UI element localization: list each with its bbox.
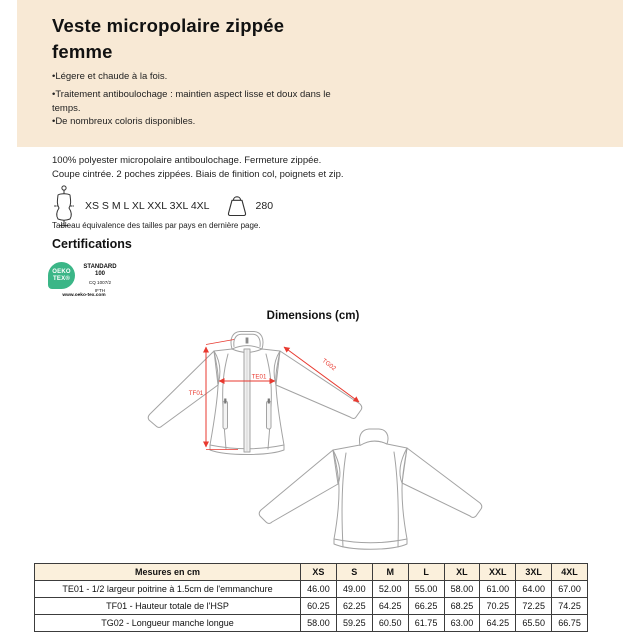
oeko-standard-line2: 100 — [94, 270, 105, 277]
oeko-standard-block — [79, 264, 121, 293]
jacket-back-view — [259, 429, 482, 549]
oeko-brand-line1: OEKO — [52, 269, 71, 275]
jacket-dimensions-diagram — [130, 328, 500, 558]
oeko-cert-number: CQ 1007/2 — [88, 279, 112, 285]
table-cell: 68.25 — [444, 598, 480, 615]
table-header-measure: Mesures en cm — [35, 564, 301, 581]
fabric-weight-value: 280 — [255, 200, 274, 212]
table-header-3xl: 3XL — [516, 564, 552, 581]
jacket-front-view — [148, 332, 362, 455]
oeko-url-text: www.oeko-tex.com — [62, 293, 106, 298]
feature-bullet: •Légere et chaude à la fois. — [52, 71, 168, 82]
table-cell: 64.00 — [516, 581, 552, 598]
hero-header — [17, 0, 623, 147]
table-header-s: S — [336, 564, 372, 581]
table-header-xxl: XXL — [480, 564, 516, 581]
table-cell: 59.25 — [336, 615, 372, 632]
table-row-tg02 — [35, 615, 588, 632]
table-cell: 49.00 — [336, 581, 372, 598]
table-row-tf01 — [35, 598, 588, 615]
row-label: TE01 - 1/2 largeur poitrine à 1.5cm de l'emmanchure — [35, 581, 301, 598]
table-cell: 55.00 — [408, 581, 444, 598]
table-cell: 74.25 — [552, 598, 588, 615]
table-cell: 61.75 — [408, 615, 444, 632]
page-title — [52, 13, 284, 65]
available-sizes-text: XS S M L XL XXL 3XL 4XL — [85, 200, 210, 212]
composition-line2: Coupe cintrée. 2 poches zippées. Biais de finition col, poignets et zip. — [52, 168, 344, 180]
table-cell: 60.25 — [301, 598, 337, 615]
page-title-line1: Veste micropolaire zippée — [52, 15, 285, 36]
composition-line1: 100% polyester micropolaire antiboulochage. Fermeture zippée. — [52, 155, 322, 166]
table-cell: 62.25 — [336, 598, 372, 615]
table-cell: 65.50 — [516, 615, 552, 632]
table-cell: 67.00 — [552, 581, 588, 598]
table-cell: 52.00 — [372, 581, 408, 598]
certifications-heading: Certifications — [52, 237, 132, 251]
oeko-institute: IFTH — [94, 287, 106, 293]
table-cell: 64.25 — [372, 598, 408, 615]
te01-label: TE01 — [251, 373, 267, 381]
table-header-row — [35, 564, 588, 581]
table-cell: 72.25 — [516, 598, 552, 615]
tg02-label: TG02 — [320, 357, 338, 373]
table-cell: 46.00 — [301, 581, 337, 598]
table-cell: 66.25 — [408, 598, 444, 615]
table-header-xs: XS — [301, 564, 337, 581]
table-cell: 63.00 — [444, 615, 480, 632]
table-cell: 64.25 — [480, 615, 516, 632]
row-label: TF01 - Hauteur totale de l'HSP — [35, 598, 301, 615]
page-title-line2: femme — [52, 41, 113, 62]
table-cell: 66.75 — [552, 615, 588, 632]
table-cell: 61.00 — [480, 581, 516, 598]
oeko-brand-line2: TEX® — [53, 275, 70, 282]
table-header-4xl: 4XL — [552, 564, 588, 581]
table-row-te01 — [35, 581, 588, 598]
size-equivalence-note: Tableau équivalence des tailles par pays en dernière page. — [52, 221, 261, 230]
dimensions-heading: Dimensions (cm) — [266, 310, 360, 322]
table-header-xl: XL — [444, 564, 480, 581]
measurements-table — [34, 563, 588, 632]
feature-bullet: •De nombreux coloris disponibles. — [52, 116, 196, 127]
table-cell: 70.25 — [480, 598, 516, 615]
weight-icon — [224, 194, 250, 218]
table-cell: 60.50 — [372, 615, 408, 632]
composition-text — [52, 154, 344, 181]
table-header-l: L — [408, 564, 444, 581]
row-label: TG02 - Longueur manche longue — [35, 615, 301, 632]
oeko-tex-logo-icon — [48, 262, 75, 289]
table-cell: 58.00 — [444, 581, 480, 598]
oeko-tex-badge — [46, 260, 122, 303]
table-header-m: M — [372, 564, 408, 581]
feature-bullet: •Traitement antiboulochage : maintien aspect lisse et doux dans le temps. — [52, 89, 331, 114]
tf01-label: TF01 — [188, 390, 204, 397]
table-cell: 58.00 — [301, 615, 337, 632]
oeko-standard-line1: STANDARD — [83, 264, 117, 270]
